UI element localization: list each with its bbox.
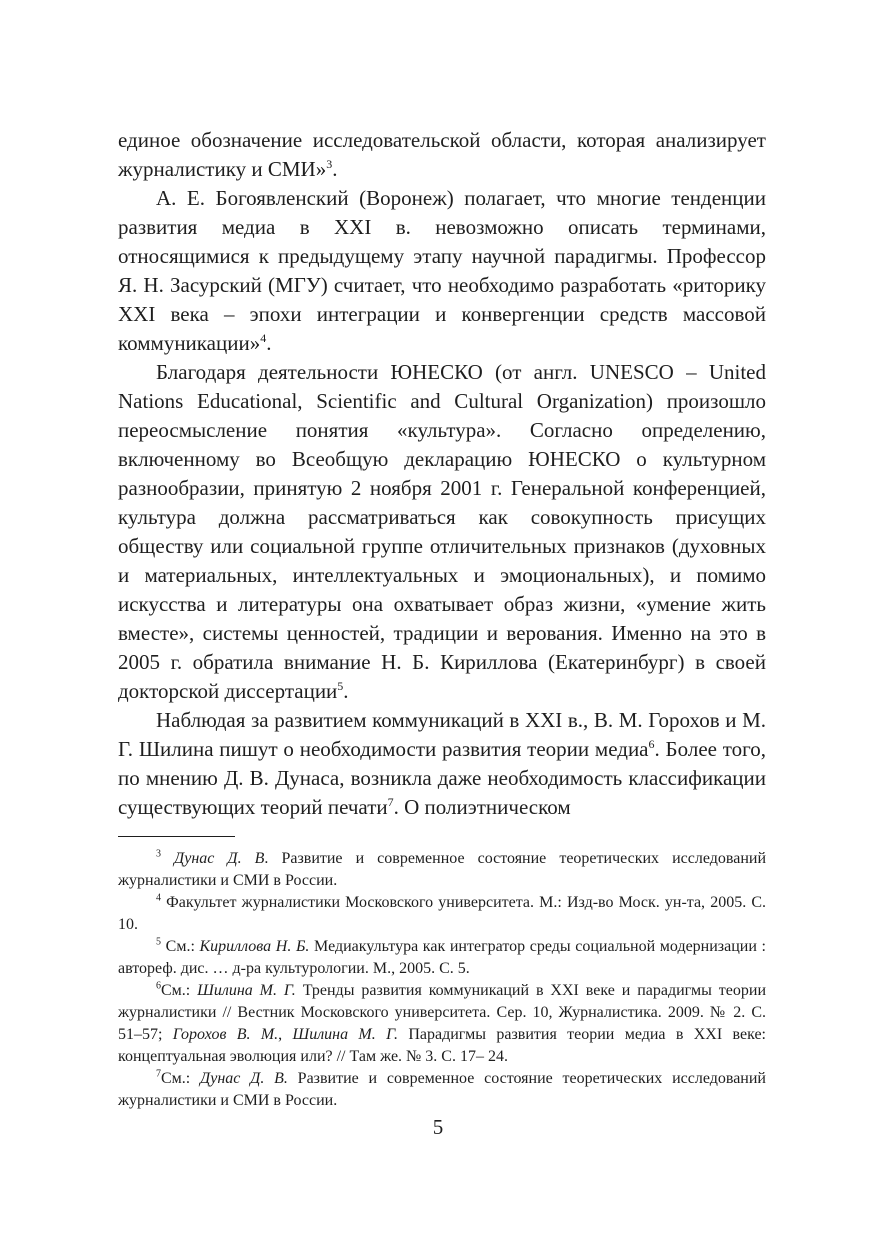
footnote-text: Медиакультура как интегратор среды социальной модернизации : автореф. дис. … д-ра культурологии. М., 2005. С. 5.	[118, 938, 767, 977]
footnote-3	[118, 848, 766, 892]
footnote-5	[118, 936, 766, 980]
footnote-6	[118, 980, 766, 1068]
footnote-author: Дунас Д. В	[174, 850, 265, 867]
page-content	[118, 126, 766, 1112]
paragraph-text: . О полиэтническом	[393, 795, 571, 819]
paragraph-text: единое обозначение исследовательской области, которая анализирует журналистику и СМИ»	[118, 128, 766, 181]
punctuation: .	[332, 157, 338, 181]
paragraph-3	[118, 358, 766, 706]
footnote-author: Дунас Д. В.	[200, 1070, 288, 1087]
footnote-number: 3	[156, 848, 161, 860]
footnote-prefix: См.:	[161, 1070, 201, 1087]
footnote-author: Шилина М. Г.	[197, 982, 296, 999]
footnote-text: Факультет журналистики Московского университета. М.: Изд-во Моск. ун-та, 2005. С. 10.	[118, 894, 767, 933]
footnote-4	[118, 892, 766, 936]
punctuation: .	[343, 679, 349, 703]
footnote-ref-5: 5	[337, 679, 344, 693]
paragraph-text: А. Е. Богоявленский (Воронеж) полагает, что многие тенденции развития медиа в XXI в. невозможно описать терминами, относящимися к предыдущему этапу научной парадигмы. Профессор Я. Н. Засурский (МГУ) считает, что необходимо разработать «риторику XXI века – эпохи интеграции и конвергенции средств массовой коммуникации»	[118, 186, 766, 355]
footnote-number: 6	[156, 980, 161, 992]
paragraph-2	[118, 184, 766, 358]
footnote-prefix: См.:	[165, 938, 200, 955]
paragraph-4	[118, 706, 766, 822]
page-number: 5	[432, 1115, 444, 1139]
footnote-author: Шилина М. Г.	[292, 1026, 398, 1043]
footnote-ref-3: 3	[326, 157, 333, 171]
footnote-text: Парадигмы развития теории медиа в XXI веке: концептуальная эволюция или? // Там же. № 3. С. 17– 24.	[118, 1026, 767, 1065]
punctuation: .	[266, 331, 272, 355]
footnote-prefix: См.:	[161, 982, 198, 999]
footnote-author: Горохов В. М.	[172, 1026, 279, 1043]
paragraph-1	[118, 126, 766, 184]
footnotes	[118, 848, 766, 1112]
paragraph-text: . Более того, по мнению Д. В. Дунаса, возникла даже необходимость классификации существующих теорий печати	[118, 737, 766, 819]
footnote-number: 7	[156, 1068, 161, 1080]
footnote-separator: ,	[278, 1026, 293, 1043]
footnote-text: Тренды развития коммуникаций в XXI веке и парадигмы теории журналистики // Вестник Московского университета. Сер. 10, Журналистика. 2009. № 2. С. 51–57;	[118, 982, 767, 1043]
footnote-divider	[118, 836, 235, 837]
footnote-ref-4: 4	[260, 331, 267, 345]
footnote-author: Кириллова Н. Б.	[199, 938, 310, 955]
main-text	[118, 126, 766, 822]
footnote-text: . Развитие и современное состояние теоретических исследований журналистики и СМИ в России.	[118, 850, 767, 889]
paragraph-text: Наблюдая за развитием коммуникаций в XXI в., В. М. Горохов и М. Г. Шилина пишут о необходимости развития теории медиа	[118, 708, 766, 761]
footnote-number: 5	[156, 936, 161, 948]
footnote-7	[118, 1068, 766, 1112]
footnote-number: 4	[156, 892, 161, 904]
footnote-ref-6: 6	[648, 737, 655, 751]
paragraph-text: Благодаря деятельности ЮНЕСКО (от англ. UNESCO – United Nations Educational, Scientific and Cultural Organization) произошло переосмысление понятия «культура». Согласно определению, включенному во Всеобщую декларацию ЮНЕСКО о культурном разнообразии, принятую 2 ноября 2001 г. Генеральной конференцией, культура должна рассматриваться как совокупность присущих обществу или социальной группе отличительных признаков (духовных и материальных, интеллектуальных и эмоциональных), и помимо искусства и литературы она охватывает образ жизни, «умение жить вместе», системы ценностей, традиции и верования. Именно на это в 2005 г. обратила внимание Н. Б. Кириллова (Екатеринбург) в своей докторской диссертации	[118, 360, 766, 703]
footnote-ref-7: 7	[387, 795, 394, 809]
footnote-text: Развитие и современное состояние теоретических исследований журналистики и СМИ в России.	[118, 1070, 766, 1109]
